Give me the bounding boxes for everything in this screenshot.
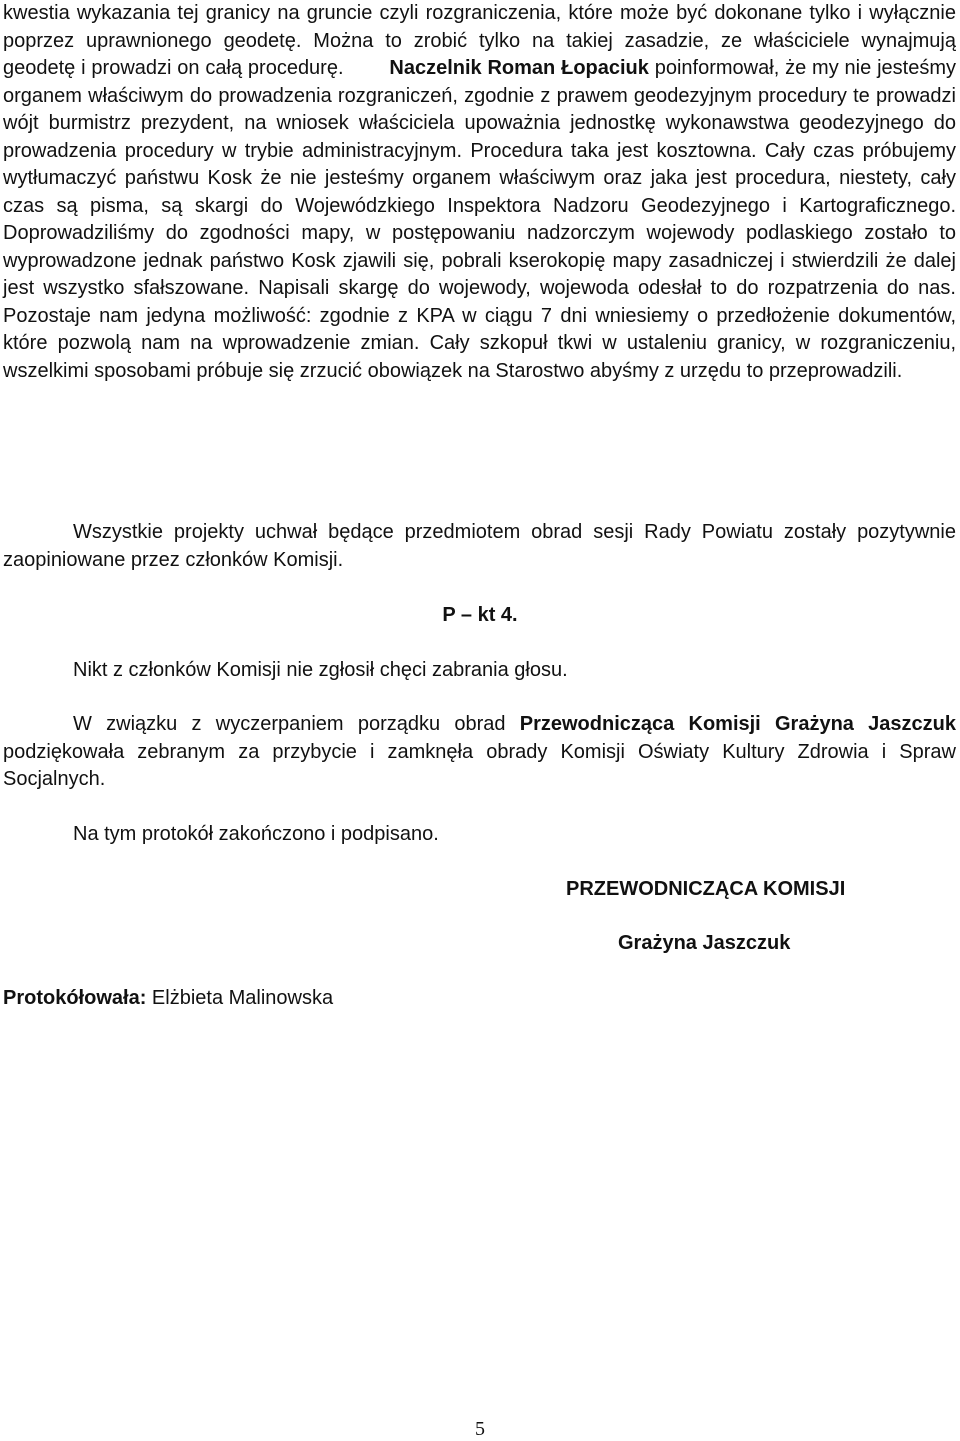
signature-name: Grażyna Jaszczuk	[618, 932, 791, 954]
recorder-label: Protokółowała:	[3, 987, 147, 1009]
closing-after: podziękowała zebranym za przybycie i zamknęła obrady Komisji Oświaty Kultury Zdrowia i Spraw Socjalnych.	[3, 740, 956, 790]
paragraph-intro: kwestia wykazania tej granicy na gruncie czyli rozgraniczenia, które może być dokonane tylko i wyłącznie poprzez uprawnionego geodetę. Można to zrobić tylko na takiej zasadzie, ze właściciele wynajmują geodetę i prowadzi on całą procedurę.	[3, 2, 956, 79]
signature-title: PRZEWODNICZĄCA KOMISJI	[566, 878, 846, 900]
chair-name: Przewodnicząca Komisji Grażyna Jaszczuk	[519, 713, 956, 735]
point-heading: P – kt 4.	[442, 604, 518, 626]
recorder-line	[3, 985, 333, 1012]
paragraph-projekty-uchwal: Wszystkie projekty uchwał będące przedmiotem obrad sesji Rady Powiatu zostały pozytywnie zaopiniowane przez członków Komisji.	[3, 521, 956, 571]
recorder-name: Elżbieta Malinowska	[146, 987, 334, 1009]
closing-before: W związku z wyczerpaniem porządku obrad	[73, 713, 520, 735]
paragraph-body: poinformował, że my nie jesteśmy organem właściwym do prowadzenia rozgraniczeń, zgodnie z prawem geodezyjnym procedury te prowadzi wójt burmistrz prezydent, na wniosek właściciela upoważnia jednostkę wykonawstwa geodezyjnego do prowadzenia procedury w trybie administracyjnym. Procedura taka jest kosztowna. Cały czas próbujemy wytłumaczyć państwu Kosk że nie jesteśmy organem właściwym oraz jaka jest procedura, niestety, cały czas są pisma, są skargi do Wojewódzkiego Inspektora Nadzoru Geodezyjnego i Kartograficznego. Doprowadziliśmy do zgodności mapy, w postępowaniu nadzorczym wojewody podlaskiego zostało to wyprowadzone jednak państwo Kosk zjawili się, pobrali kserokopię mapy zasadniczej i stwierdzili że dalej jest wszystko sfałszowane. Napisali skargę do wojewody, wojewoda odesłał to do rozpatrzenia do nas. Pozostaje nam jedyna możliwość: zgodnie z KPA w ciągu 7 dni wniesiemy o przedłożenie dokumentów, które pozwolą nam na wprowadzenie zmian. Cały szkopuł tkwi w ustaleniu granicy, w rozgraniczeniu, wszelkimi sposobami próbuje się zrzucić obowiązek na Starostwo abyśmy z urzędu to przeprowadzili.	[3, 57, 956, 382]
paragraph-rozgraniczenie	[3, 0, 956, 385]
paragraph-brak-glosu: Nikt z członków Komisji nie zgłosił chęci zabrania głosu.	[73, 659, 568, 681]
speaker-name: Naczelnik Roman Łopaciuk	[389, 57, 649, 79]
paragraph-zamkniecie	[3, 711, 956, 794]
page-number: 5	[475, 1418, 485, 1440]
paragraph-podpisano: Na tym protokół zakończono i podpisano.	[73, 823, 439, 845]
